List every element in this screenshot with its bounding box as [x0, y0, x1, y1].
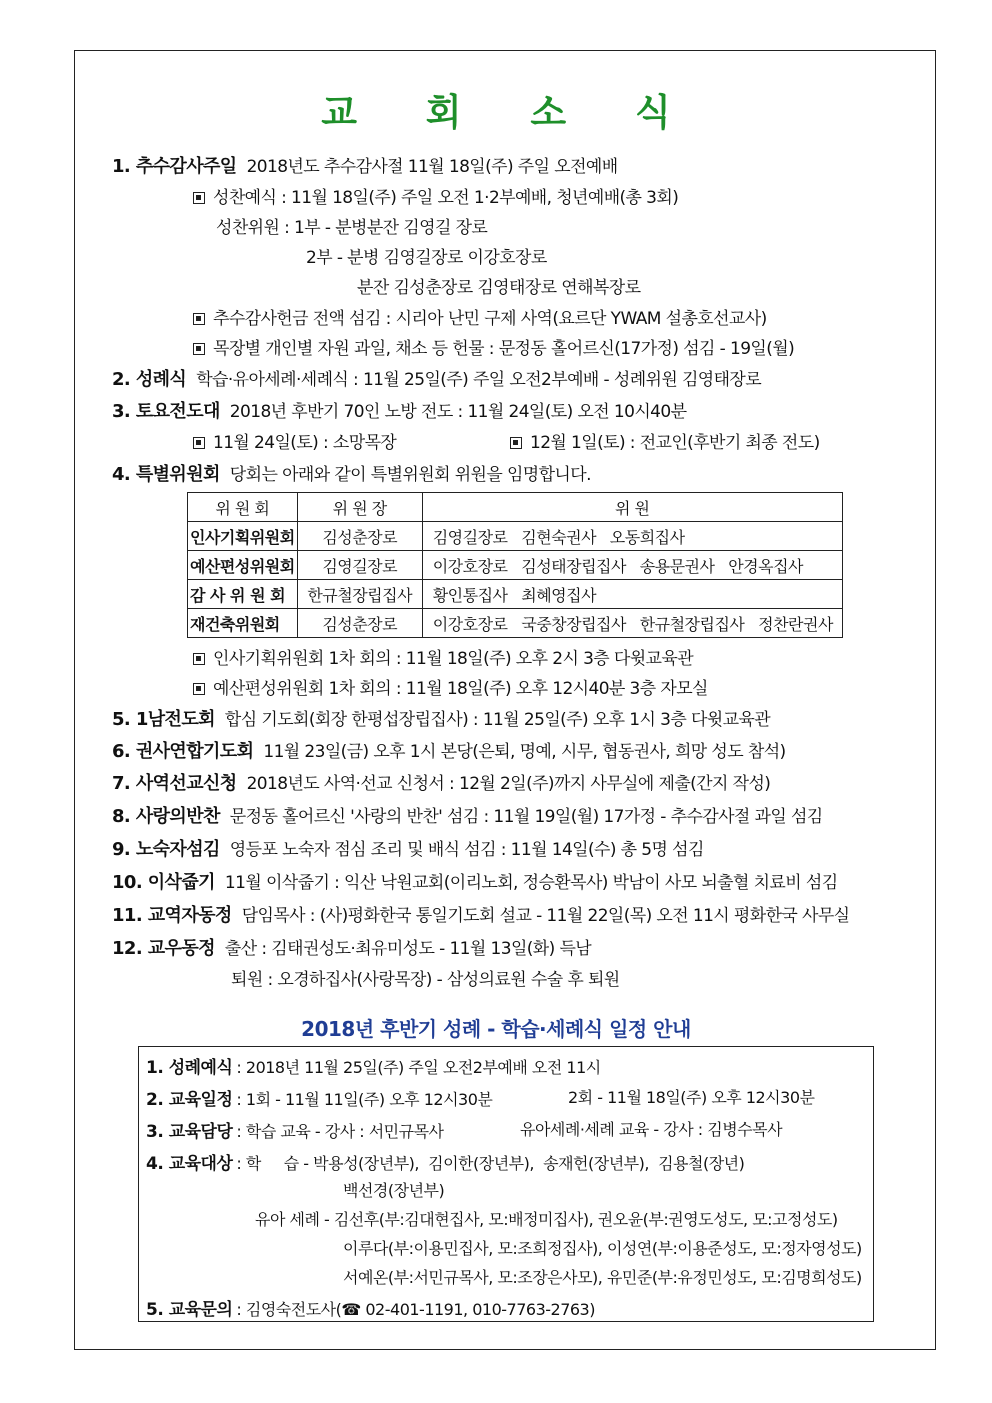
checkbox-square-icon — [193, 683, 205, 695]
notice-1-text: 2018년도 추수감사절 11월 18일(주) 주일 오전예배 — [246, 157, 618, 177]
schedule-3b: 유아세례·세례 교육 - 강사 : 김병수목사 — [520, 1120, 783, 1139]
notice-12: 12. 교우동정 출산 : 김태권성도·최유미성도 - 11월 13일(화) 득남 — [112, 938, 592, 959]
notice-11: 11. 교역자동정 담임목사 : (사)평화한국 통일기도회 설교 - 11월 22일(목) 오전 11시 평화한국 사무실 — [112, 905, 850, 926]
notice-8: 8. 사랑의반찬 문정동 홀어르신 '사랑의 반찬' 섬김 : 11월 19일(월) 17가정 - 추수감사절 과일 섬김 — [112, 806, 823, 827]
notice-1d: 분잔 김성춘장로 김영태장로 연해복장로 — [357, 278, 641, 298]
notice-2: 2. 성례식 학습·유아세례·세례식 : 11월 25일(주) 주일 오전2부예배 - 성례위원 김영태장로 — [112, 369, 762, 390]
checkbox-square-icon — [193, 437, 205, 449]
checkbox-square-icon — [193, 192, 205, 204]
page-title: 교 회 소 식 — [321, 91, 699, 134]
schedule-2b: 2회 - 11월 18일(주) 오후 12시30분 — [568, 1088, 815, 1107]
checkbox-square-icon — [193, 343, 205, 355]
schedule-4-line3: 유아 세례 - 김선후(부:김대현집사, 모:배정미집사), 권오윤(부:권영도성도, 모:고정성도) — [255, 1210, 838, 1229]
notice-9: 9. 노숙자섬김 영등포 노숙자 점심 조리 및 배식 섬김 : 11월 14일(수) 총 5명 섬김 — [112, 839, 704, 860]
notice-10: 10. 이삭줍기 11월 이삭줍기 : 익산 낙원교회(이리노회, 정승환목사) 박남이 사모 뇌출혈 치료비 섬김 — [112, 872, 838, 893]
checkbox-square-icon — [193, 653, 205, 665]
committee-table — [187, 492, 843, 638]
notice-1f: 목장별 개인별 자원 과일, 채소 등 헌물 : 문정동 홀어르신(17가정) 섬김 - 19일(월) — [193, 334, 794, 359]
schedule-4-line2: 백선경(장년부) — [343, 1181, 445, 1200]
notice-4b: 예산편성위원회 1차 회의 : 11월 18일(주) 오후 12시40분 3층 자모실 — [193, 674, 708, 699]
table-row: 재건축위원회 김성춘장로 이강호장로 국중창장립집사 한규철장립집사 정찬란권사 — [188, 609, 843, 638]
table-header-row — [188, 493, 843, 522]
notice-1 — [112, 152, 618, 178]
schedule-3: 3. 교육담당 : 학습 교육 - 강사 : 서민규목사 — [146, 1122, 444, 1142]
table-row: 예산편성위원회 김영길장로 이강호장로 김성태장립집사 송용문권사 안경옥집사 — [188, 551, 843, 580]
notice-7: 7. 사역선교신청 2018년도 사역·선교 신청서 : 12월 2일(주)까지 사무실에 제출(간지 작성) — [112, 773, 771, 794]
column-header: 위 원 회 — [188, 493, 298, 522]
notice-6: 6. 권사연합기도회 11월 23일(금) 오후 1시 본당(은퇴, 명예, 시무, 협동권사, 희망 성도 참석) — [112, 741, 786, 762]
schedule-4-line5: 서예온(부:서민규목사, 모:조장은사모), 유민준(부:유정민성도, 모:김명희성도) — [343, 1268, 862, 1287]
table-row: 인사기획위원회 김성춘장로 김영길장로 김현숙권사 오동희집사 — [188, 522, 843, 551]
schedule-1: 1. 성례예식 : 2018년 11월 25일(주) 주일 오전2부예배 오전 11시 — [146, 1058, 601, 1078]
notice-5: 5. 1남전도회 합심 기도회(회장 한평섭장립집사) : 11월 25일(주) 오후 1시 3층 다윗교육관 — [112, 709, 771, 730]
notice-3b: 12월 1일(토) : 전교인(후반기 최종 전도) — [510, 428, 820, 453]
notice-1e: 추수감사헌금 전액 섬김 : 시리아 난민 구제 사역(요르단 YWAM 설총호선교사) — [193, 304, 767, 329]
notice-1-heading: 1. 추수감사주일 — [112, 156, 237, 177]
notice-1c: 2부 - 분병 김영길장로 이강호장로 — [306, 248, 547, 268]
checkbox-square-icon — [193, 313, 205, 325]
notice-1a: 성찬예식 : 11월 18일(주) 주일 오전 1·2부예배, 청년예배(총 3회) — [193, 183, 678, 208]
notice-3: 3. 토요전도대 2018년 후반기 70인 노방 전도 : 11월 24일(토) 오전 10시40분 — [112, 401, 687, 422]
column-header: 위 원 — [422, 493, 842, 522]
column-header: 위 원 장 — [297, 493, 422, 522]
schedule-5: 5. 교육문의 : 김영숙전도사(☎ 02-401-1191, 010-7763-2763) — [146, 1300, 595, 1320]
notice-12a: 퇴원 : 오경하집사(사랑목장) - 삼성의료원 수술 후 퇴원 — [231, 970, 620, 990]
notice-4: 4. 특별위원회 당회는 아래와 같이 특별위원회 위원을 임명합니다. — [112, 464, 591, 485]
schedule-title: 2018년 후반기 성례 - 학습·세례식 일정 안내 — [301, 1017, 691, 1041]
schedule-4: 4. 교육대상 : 학 습 - 박용성(장년부), 김이한(장년부), 송재헌(장년부), 김용철(장년) — [146, 1154, 745, 1174]
notice-4a: 인사기획위원회 1차 회의 : 11월 18일(주) 오후 2시 3층 다윗교육관 — [193, 644, 693, 669]
notice-3a: 11월 24일(토) : 소망목장 — [193, 428, 396, 453]
table-row: 감 사 위 원 회 한규철장립집사 황인통집사 최혜영집사 — [188, 580, 843, 609]
schedule-2: 2. 교육일정 : 1회 - 11월 11일(주) 오후 12시30분 — [146, 1090, 493, 1110]
schedule-4-line4: 이루다(부:이용민집사, 모:조희정집사), 이성연(부:이용준성도, 모:정자영성도) — [343, 1239, 862, 1258]
checkbox-square-icon — [510, 437, 522, 449]
notice-1b: 성찬위원 : 1부 - 분병분잔 김영길 장로 — [216, 218, 488, 238]
